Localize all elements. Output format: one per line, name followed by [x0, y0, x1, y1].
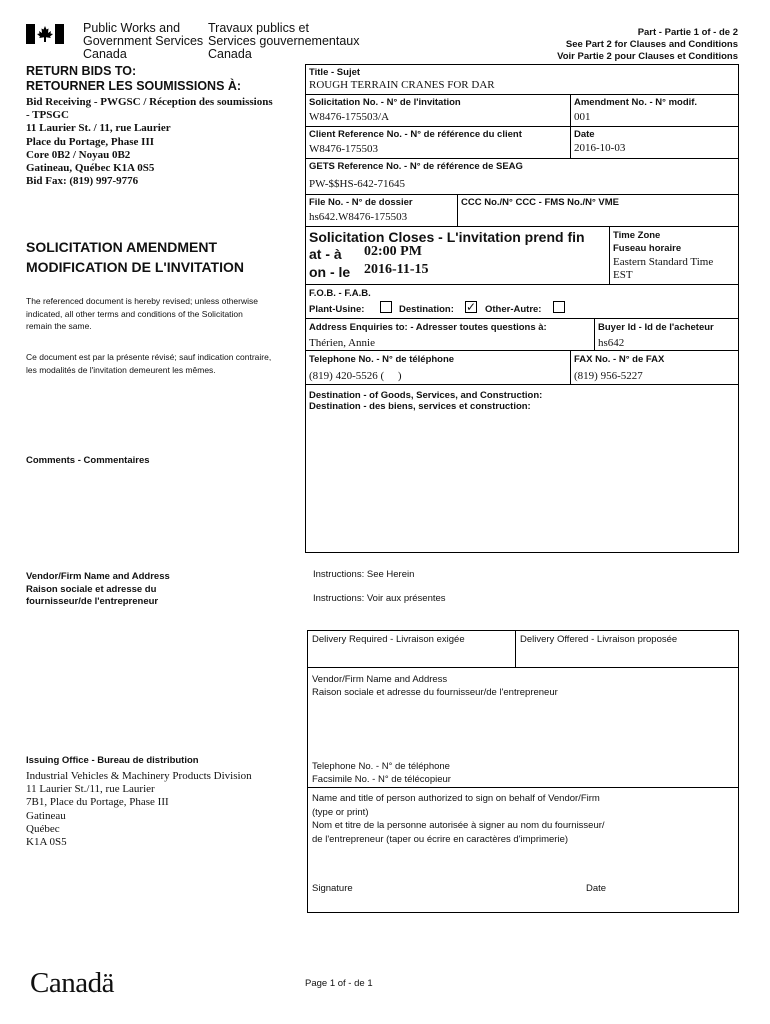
client-ref-label: Client Reference No. - N° de référence du client	[309, 129, 522, 140]
fob-label: F.O.B. - F.A.B.	[309, 288, 371, 299]
closes-at-value: 02:00 PM	[364, 244, 422, 259]
issuing-office-address: Industrial Vehicles & Machinery Products Division 11 Laurier St./11, rue Laurier 7B1, Place du Portage, Phase III Gatineau Québec K1A 0S5	[26, 770, 252, 849]
gets-value: PW-$$HS-642-71645	[309, 178, 405, 190]
file-no-value: hs642.W8476-175503	[309, 211, 408, 223]
plant-label: Plant-Usine:	[309, 304, 365, 315]
amendment-text-fr: Ce document est par la présente révisé; sauf indication contraire, les modalités de l'invitation demeurent les mêmes.	[26, 352, 272, 375]
phone-value: (819) 420-5526 ( )	[309, 370, 402, 382]
time-zone-value: Eastern Standard Time EST	[613, 256, 714, 281]
vendor-name-label: Vendor/Firm Name and Address Raison sociale et adresse du fournisseur/de l'entrepreneur	[312, 674, 558, 698]
delivery-required-label: Delivery Required - Livraison exigée	[312, 634, 465, 645]
enquiries-value: Thérien, Annie	[309, 337, 375, 349]
date-label: Date	[574, 129, 595, 140]
issuing-office-label: Issuing Office - Bureau de distribution	[26, 755, 199, 766]
solicitation-label: Solicitation No. - N° de l'invitation	[309, 97, 461, 108]
phone-label: Telephone No. - N° de téléphone	[309, 354, 455, 365]
part-info: Part - Partie 1 of - de 2 See Part 2 for Clauses and Conditions Voir Partie 2 pour Clauses et Conditions	[557, 27, 738, 62]
comments-label: Comments - Commentaires	[26, 455, 150, 466]
destination-checkbox[interactable]	[465, 301, 477, 313]
fax-label: FAX No. - N° de FAX	[574, 354, 665, 365]
return-bids-address: Bid Receiving - PWGSC / Réception des soumissions - TPSGC 11 Laurier St. / 11, rue Laurier Place du Portage, Phase III Core 0B2 / Noyau 0B2 Gatineau, Québec K1A 0S5 Bid Fax: (819) 997-9776	[26, 96, 273, 188]
closes-title: Solicitation Closes - L'invitation prend fin	[309, 229, 585, 245]
time-zone-label: Time Zone Fuseau horaire	[613, 230, 682, 254]
amendment-no-value: 001	[574, 111, 591, 123]
solicitation-value: W8476-175503/A	[309, 111, 390, 123]
vendor-tel-fax-label: Telephone No. - N° de téléphone Facsimile No. - N° de télécopieur	[312, 761, 451, 785]
canada-flag-logo	[26, 24, 64, 44]
amendment-no-label: Amendment No. - N° modif.	[574, 97, 698, 108]
enquiries-label: Address Enquiries to: - Adresser toutes questions à:	[309, 322, 547, 333]
amendment-title: SOLICITATION AMENDMENT MODIFICATION DE L'INVITATION	[26, 239, 244, 275]
file-no-label: File No. - N° de dossier	[309, 197, 413, 208]
destination-goods-label: Destination - of Goods, Services, and Construction: Destination - des biens, services et construction:	[309, 390, 543, 412]
instructions-fr: Instructions: Voir aux présentes	[313, 593, 446, 604]
checkmark-icon: ✓	[466, 300, 477, 314]
buyer-id-label: Buyer Id - Id de l'acheteur	[598, 322, 714, 333]
buyer-id-value: hs642	[598, 337, 625, 349]
gets-label: GETS Reference No. - N° de référence de SEAG	[309, 161, 523, 172]
ccc-label: CCC No./N° CCC - FMS No./N° VME	[461, 197, 620, 208]
vendor-label-left: Vendor/Firm Name and Address Raison sociale et adresse du fournisseur/de l'entrepreneur	[26, 571, 170, 607]
org-name-fr: Travaux publics et Services gouvernementaux Canada	[208, 21, 360, 61]
instructions-en: Instructions: See Herein	[313, 569, 415, 580]
org-name-en: Public Works and Government Services Canada	[83, 21, 204, 61]
signature-date-label: Date	[586, 883, 607, 894]
other-label: Other-Autre:	[485, 304, 542, 315]
page-number: Page 1 of - de 1	[305, 978, 373, 989]
client-ref-value: W8476-175503	[309, 143, 379, 155]
delivery-offered-label: Delivery Offered - Livraison proposée	[520, 634, 678, 645]
other-checkbox[interactable]	[553, 301, 565, 313]
fax-value: (819) 956-5227	[574, 370, 643, 382]
authorized-signer-label: Name and title of person authorized to sign on behalf of Vendor/Firm (type or print) Nom et titre de la personne autorisée à signer au nom du fournisseur/ de l'entrepreneur (taper ou écrire en caractères d'imprimerie)	[312, 793, 605, 845]
amendment-text-en: The referenced document is hereby revised; unless otherwise indicated, all other terms and conditions of the Solicitation remain the same.	[26, 296, 258, 331]
date-value: 2016-10-03	[574, 142, 626, 154]
destination-label: Destination:	[399, 304, 454, 315]
canada-wordmark: Canadä	[30, 967, 114, 999]
signature-label: Signature	[312, 883, 353, 894]
title-label: Title - Sujet	[309, 67, 361, 78]
plant-checkbox[interactable]	[380, 301, 392, 313]
closes-at-label: at - à	[309, 246, 342, 262]
title-value: ROUGH TERRAIN CRANES FOR DAR	[309, 79, 495, 91]
return-bids-title: RETURN BIDS TO: RETOURNER LES SOUMISSIONS À:	[26, 64, 242, 93]
closes-on-value: 2016-11-15	[364, 262, 429, 277]
closes-on-label: on - le	[309, 264, 351, 280]
